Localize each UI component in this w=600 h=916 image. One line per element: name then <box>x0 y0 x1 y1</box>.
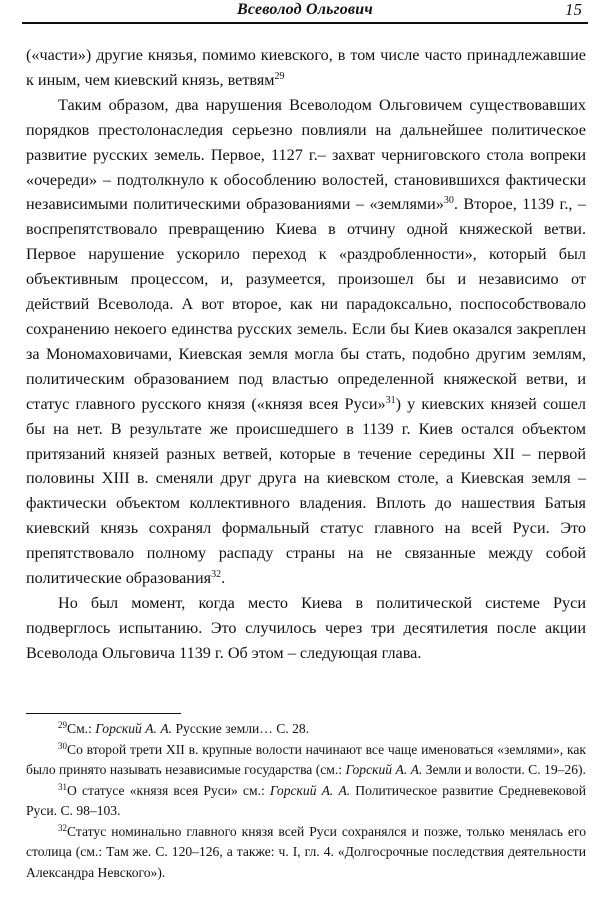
footnote-number: 31 <box>58 781 67 792</box>
footnote <box>26 740 586 781</box>
header-rule <box>22 22 588 24</box>
footnote-author: Горский А. А. <box>345 762 423 777</box>
footnote <box>26 781 586 822</box>
footnote-text: Политическое развитие Средневековой Руси. С. 98–103. <box>26 782 586 818</box>
footnote-text: См.: <box>67 721 96 736</box>
footnote-rule <box>26 713 181 714</box>
footnote-ref[interactable]: 29 <box>274 70 285 82</box>
running-title: Всеволод Ольгович <box>237 1 373 18</box>
footnote-number: 32 <box>58 822 67 833</box>
footnote-ref[interactable]: 32 <box>211 569 222 581</box>
footnote-author: Горский А. А. <box>95 721 173 736</box>
footnote-text: О статусе «князя всея Руси» см.: <box>67 782 270 798</box>
paragraph <box>26 93 586 591</box>
paragraph-text: Таким образом, два нарушения Всеволодом Ольговичем существовавших порядков престолонаследия серьезно повлияли на дальнейшее политическое развитие русских земель. Первое, 1127 г.– захват черниговского стола вопреки «очереди» – подтолкнуло к обособлению волостей, становившихся фактически независимыми политическими образованиями – «землями» <box>26 95 586 214</box>
footnote-text: Со второй трети XII в. крупные волости начинают все чаще именоваться «землями», как было принято называть независимые государства (см.: <box>26 741 586 777</box>
paragraph-text: («части») другие князья, помимо киевского, в том числе часто принадлежавшие к иным, чем киевский князь, ветвям <box>26 46 586 89</box>
footnote-text: Статус номинально главного князя всей Руси сохранялся и позже, только менялась его столица (см.: Там же. С. 120–126, а также: ч. I, гл. 4. «Долгосрочные последствия деятельности Александра Невского»). <box>26 823 586 880</box>
paragraph-text: Но был момент, когда место Киева в политической системе Руси подверглось испытанию. Это случилось через три десятилетия после акции Всеволода Ольговича 1139 г. Об этом – следующая глава. <box>26 593 586 662</box>
footnote-number: 30 <box>58 740 67 751</box>
main-text <box>26 43 586 666</box>
footnote-author: Горский А. А. <box>269 782 351 798</box>
running-header <box>22 0 588 22</box>
footnote-number: 29 <box>58 720 67 730</box>
page-number: 15 <box>565 0 582 19</box>
footnote-ref[interactable]: 30 <box>443 195 454 207</box>
footnote-text: Русские земли… С. 28. <box>172 721 310 736</box>
footnote-ref[interactable]: 31 <box>385 394 396 406</box>
footnote-text: Земли и волости. С. 19–26). <box>422 762 586 777</box>
paragraph-text: . Второе, 1139 г., – воспрепятствовало превращению Киева в отчину одной княжеской ветви. Первое нарушение ускорило переход к «раздробленности», который был объективным процессом, и, разумеется, произошел бы и независимо от действий Всеволода. А вот второе, как ни парадоксально, поспособствовало сохранению некоего единства русских земель. Если бы Киев оказался закреплен за Мономаховичами, Киевская земля могла бы стать, подобно другим землям, политическим образованием под властью определенной княжеской ветви, и статус главного русского князя («князя всея Руси» <box>26 195 586 413</box>
footnote <box>26 822 586 884</box>
paragraph <box>26 591 586 666</box>
footnote <box>26 719 586 740</box>
paragraph-text: . <box>221 569 226 588</box>
footnotes <box>26 719 586 883</box>
paragraph-text: ) у киевских князей сошел бы на нет. В результате же происшедшего в 1139 г. Киев остался объектом притязаний князей разных ветвей, которые в течение середины XII – первой половины XIII в. сменяли друг друга на киевском столе, а Киевская земля – фактически объектом коллективного владения. Вплоть до нашествия Батыя киевский князь сохранял формальный статус главного на всей Руси. Это препятствовало полному распаду страны на не связанные между собой политические образования <box>26 394 586 588</box>
paragraph-continued <box>26 43 586 93</box>
